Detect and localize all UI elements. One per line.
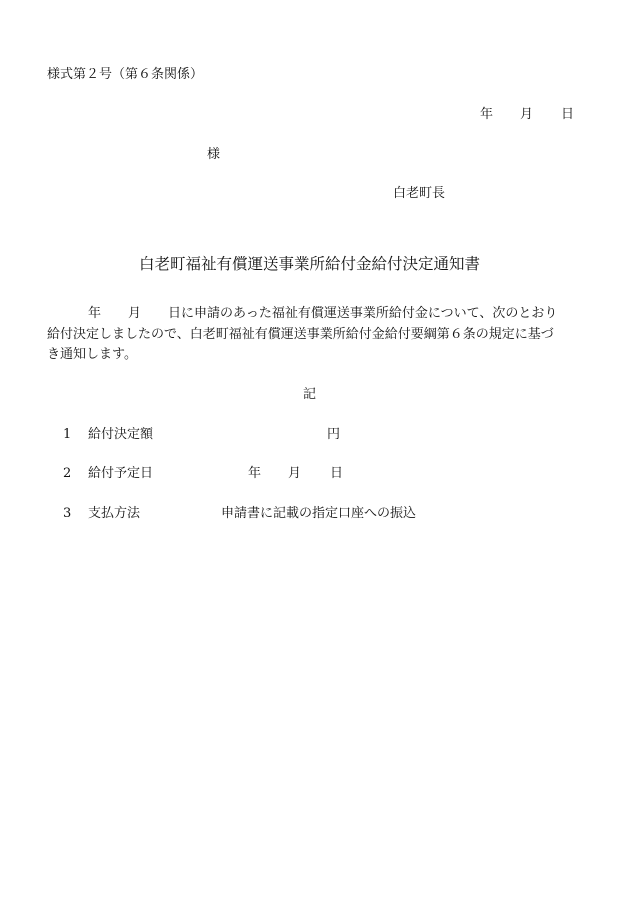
item-2-label: 給付予定日 bbox=[88, 466, 154, 481]
body-paragraph bbox=[47, 304, 587, 366]
item-2-day-label: 日 bbox=[330, 466, 344, 481]
item-1-number: 1 bbox=[63, 427, 72, 442]
item-2-year-label: 年 bbox=[248, 466, 262, 481]
issuer-name: 白老町長 bbox=[393, 186, 446, 201]
body-month-label: 月 bbox=[128, 306, 142, 321]
item-1-value: 円 bbox=[327, 427, 341, 442]
body-line-3: き通知します。 bbox=[47, 347, 137, 362]
body-line-1-text: 日に申請のあった福祉有償運送事業所給付金について、次のとおり bbox=[168, 306, 558, 321]
form-label: 様式第２号（第６条関係） bbox=[47, 67, 204, 82]
item-2-month-label: 月 bbox=[288, 466, 302, 481]
item-2-number: 2 bbox=[63, 466, 72, 481]
item-3-number: 3 bbox=[63, 506, 72, 521]
item-1-label: 給付決定額 bbox=[88, 427, 154, 442]
body-line-1 bbox=[47, 304, 587, 325]
item-3-label: 支払方法 bbox=[88, 506, 141, 521]
date-day-label: 日 bbox=[561, 107, 575, 122]
date-year-label: 年 bbox=[480, 107, 494, 122]
body-year-label: 年 bbox=[88, 306, 102, 321]
body-line-2: 給付決定しましたので、白老町福祉有償運送事業所給付金給付要綱第６条の規定に基づ bbox=[47, 326, 554, 342]
date-month-label: 月 bbox=[520, 107, 534, 122]
addressee-suffix: 様 bbox=[207, 147, 221, 162]
document-title: 白老町福祉有償運送事業所給付金給付決定通知書 bbox=[139, 255, 481, 273]
ki-heading: 記 bbox=[303, 387, 317, 402]
item-3-value: 申請書に記載の指定口座への振込 bbox=[221, 506, 417, 521]
